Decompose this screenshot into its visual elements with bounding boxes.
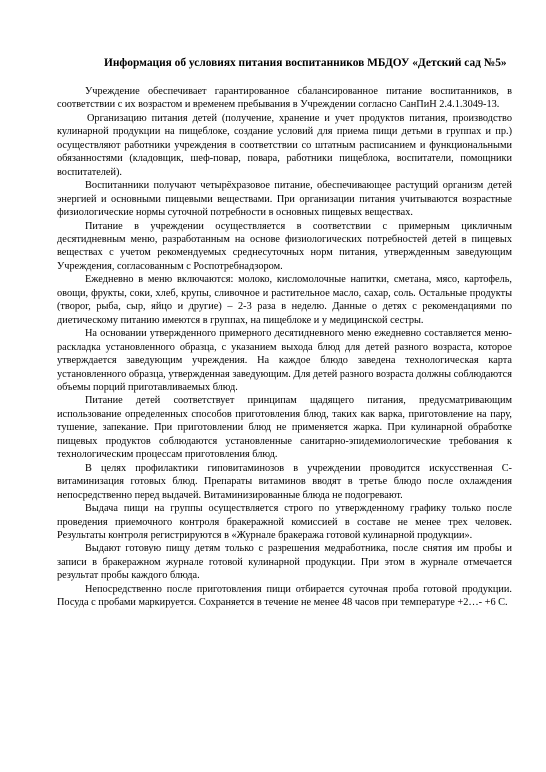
paragraph-2: Организацию питания детей (получение, хранение и учет продуктов питания, производство кулинарной продукции на пищеблоке, создание условий для приема пищи детьми в группах и пр.) осуществляют работники учреждения в соответствии со штатным расписанием и функциональными обязанностями (кладовщик, шеф-повар, повара, работники пищеблока, воспитатели, помощники воспитателей). <box>57 112 512 178</box>
paragraph-1: Учреждение обеспечивает гарантированное сбалансированное питание воспитанников, в соответствии с их возрастом и временем пребывания в Учреждении согласно СанПиН 2.4.1.3049-13. <box>57 86 512 111</box>
paragraph-10: Выдают готовую пищу детям только с разрешения медработника, после снятия им пробы и записи в бракеражном журнале готовой кулинарной продукции. При этом в журнале отмечается результат пробы каждого блюда. <box>57 543 512 582</box>
document-title: Информация об условиях питания воспитанников МБДОУ «Детский сад №5» <box>104 57 507 69</box>
paragraph-7: Питание детей соответствует принципам щадящего питания, предусматривающим использование определенных способов приготовления блюд, таких как варка, приготовление на пару, тушение, запекание. При приготовлении блюд не применяется жарка. При кулинарной обработке пищевых продуктов соблюдаются установленные санитарно-эпидемиологические требования к технологическим процессам приготовления блюд. <box>57 395 512 461</box>
paragraph-6: На основании утвержденного примерного десятидневного меню ежедневно составляется меню-раскладка установленного образца, с указанием выхода блюд для детей разного возраста, которое утверждается заведующим учреждения. На каждое блюдо заведена технологическая карта установленного образца, утвержденная заведующим. Для детей разного возраста должны соблюдаются объемы порций приготавливаемых блюд. <box>57 328 512 393</box>
paragraph-4: Питание в учреждении осуществляется в соответствии с примерным цикличным десятидневным меню, разработанным на основе физиологических потребностей детей в пищевых веществах с учетом рекомендуемых среднесуточных норм питания, утвержденным заведующим Учреждения, согласованным с Роспотребнадзором. <box>57 220 512 272</box>
paragraph-3: Воспитанники получают четырёхразовое питание, обеспечивающее растущий организм детей энергией и основными пищевыми веществами. При организации питания учитываются возрастные физиологические нормы суточной потребности в основных пищевых веществах. <box>57 180 512 219</box>
paragraph-9: Выдача пищи на группы осуществляется строго по утвержденному графику только после проведения приемочного контроля бракеражной комиссией в составе не менее трех человек. Результаты контроля регистрируются в «Журнале бракеража готовой кулинарной продукции». <box>57 503 512 541</box>
document-body <box>57 85 512 610</box>
paragraph-8: В целях профилактики гиповитаминозов в учреждении проводится искусственная С-витаминизация готовых блюд. Препараты витаминов вводят в третье блюдо после охлаждения непосредственно перед выдачей. Витаминизированные блюда не подогревают. <box>57 462 512 501</box>
paragraph-11: Непосредственно после приготовления пищи отбирается суточная проба готовой продукции. Посуда с пробами маркируется. Сохраняется в течение не менее 48 часов при температуре +2…- +6 С. <box>57 583 512 609</box>
paragraph-5: Ежедневно в меню включаются: молоко, кисломолочные напитки, сметана, мясо, картофель, овощи, фрукты, соки, хлеб, крупы, сливочное и растительное масло, сахар, соль. Остальные продукты (творог, рыба, сыр, яйцо и другие) – 2-3 раза в неделю. Данные о детях с рекомендациями по диетическому питанию имеются в группах, на пищеблоке и у медицинской сестры. <box>57 274 512 326</box>
